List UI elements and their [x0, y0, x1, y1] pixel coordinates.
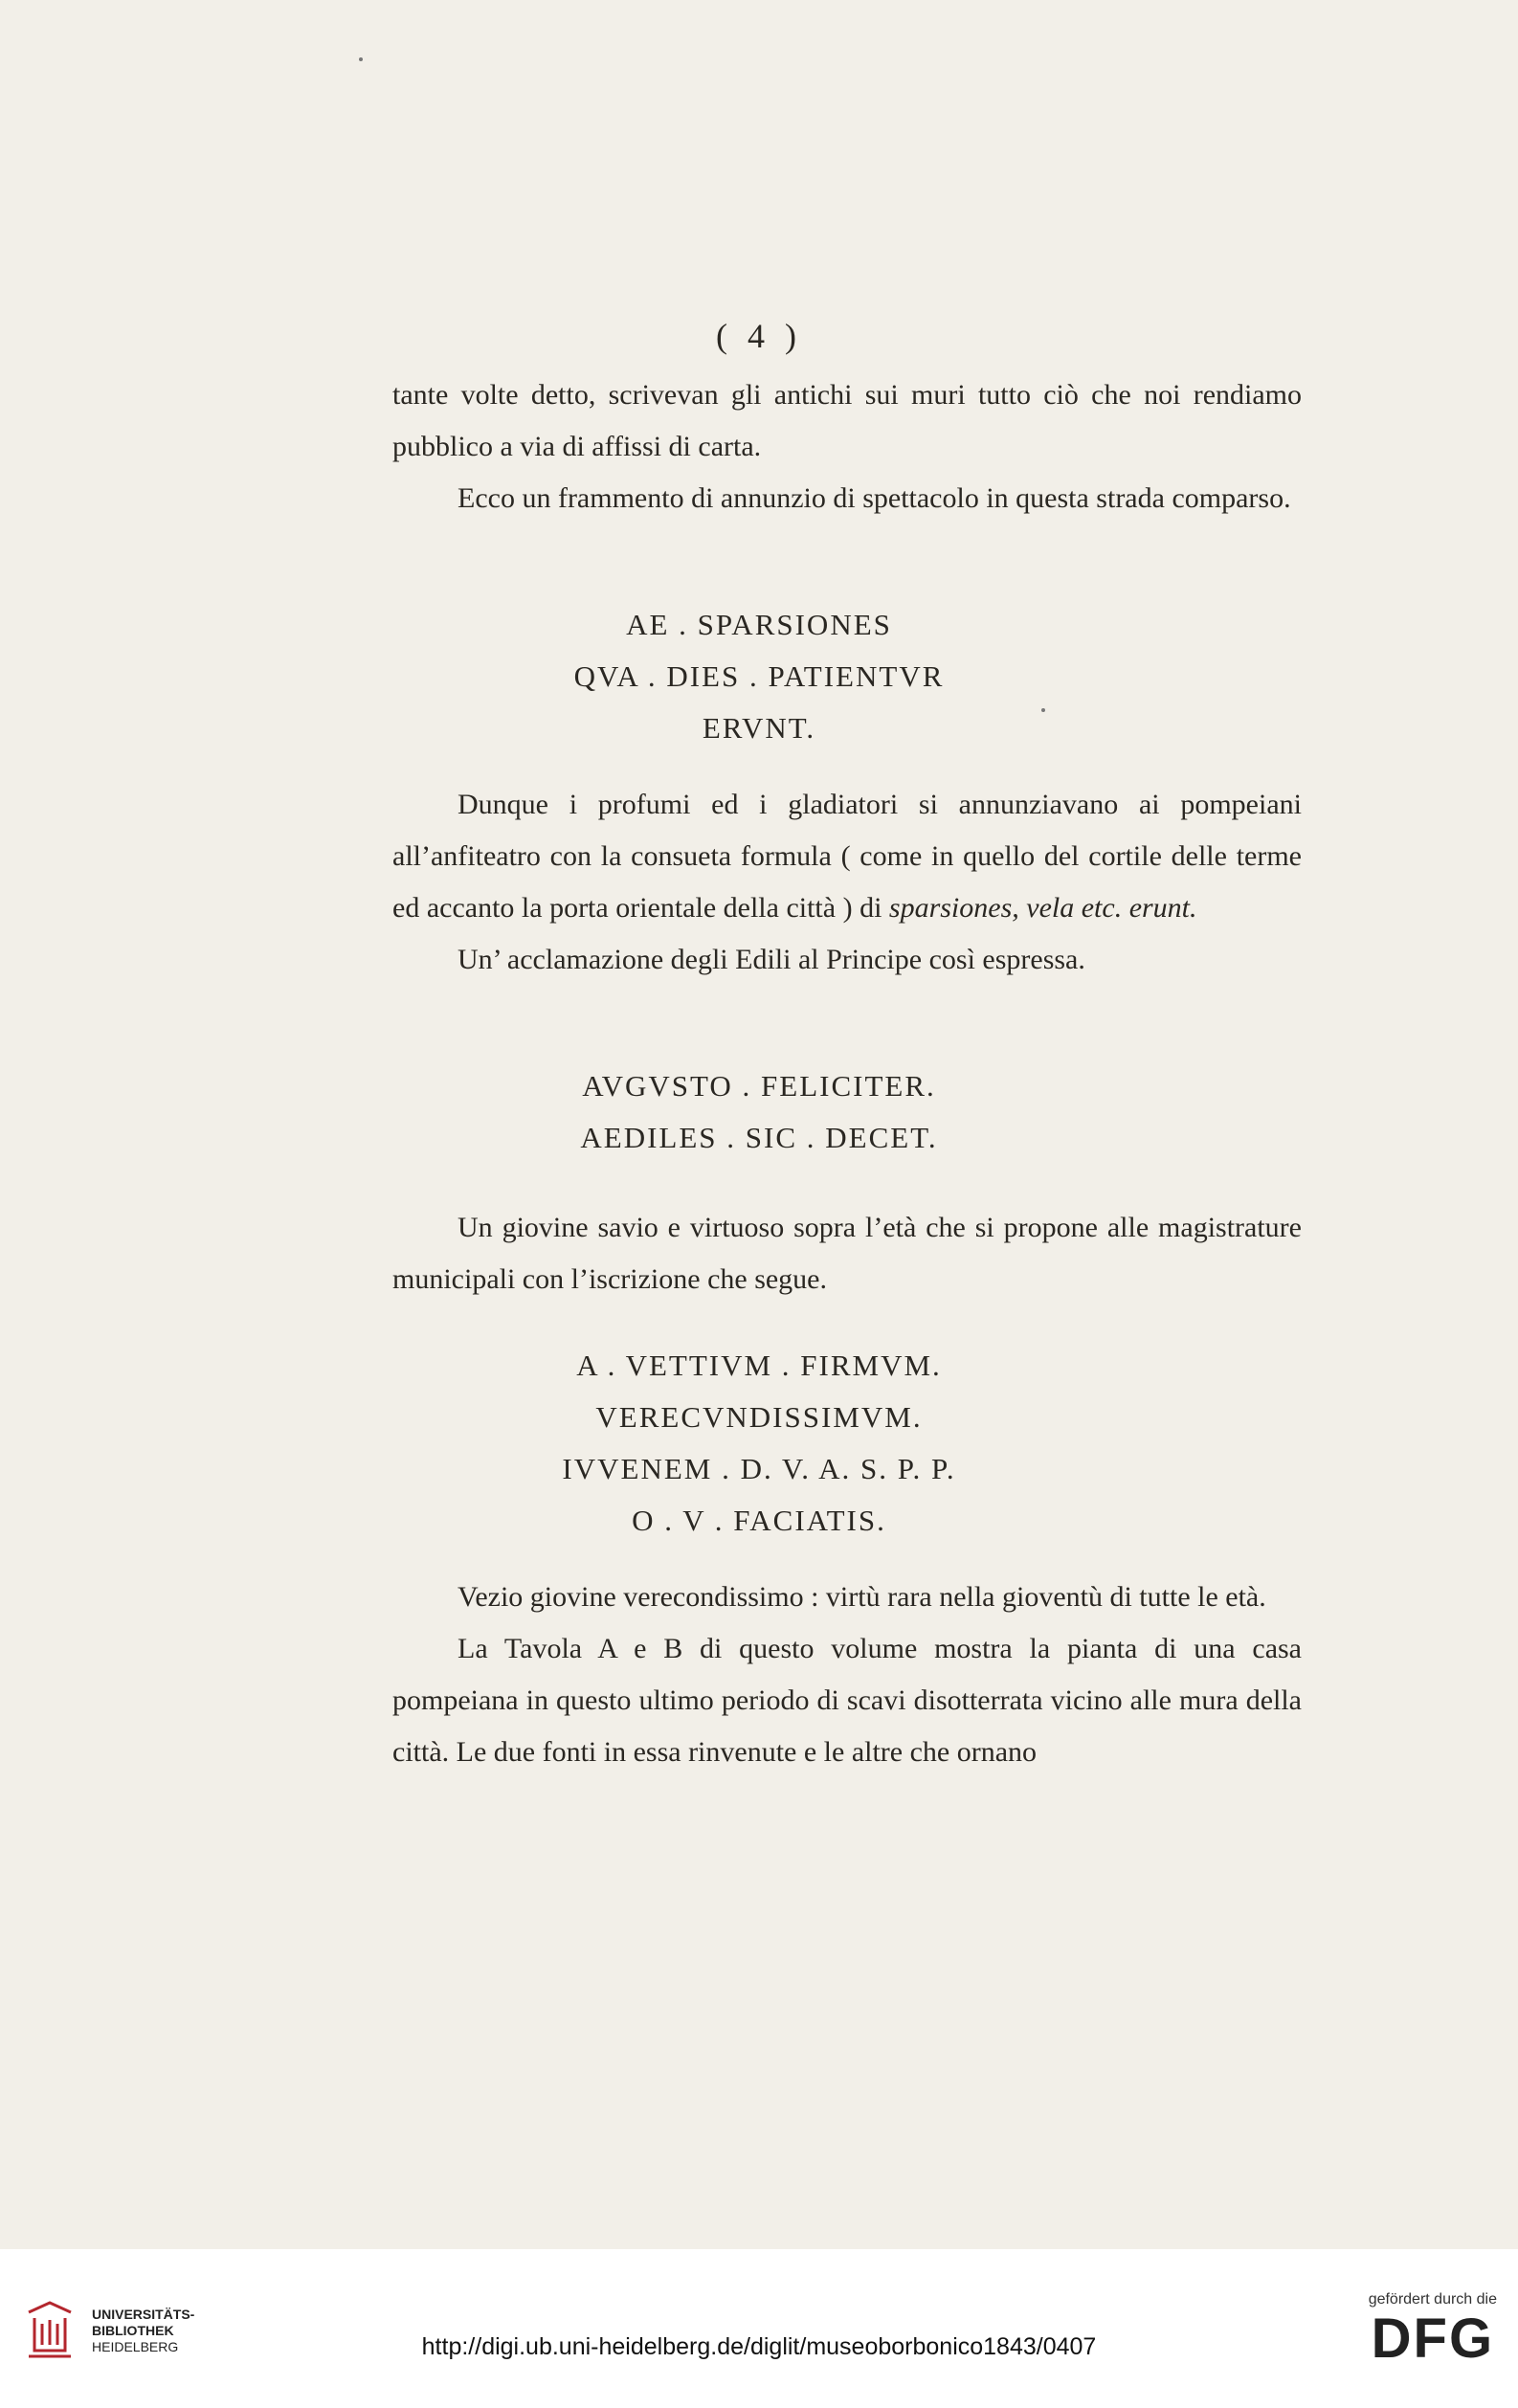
- permalink-url[interactable]: http://digi.ub.uni-heidelberg.de/diglit/museoborbonico1843/0407: [421, 2333, 1097, 2360]
- paragraph-1: tante volte detto, scrivevan gli antichi sui muri tutto ciò che noi rendiamo pubblico a via di affissi di carta.: [392, 379, 1302, 462]
- closing-text: [392, 1572, 1302, 1778]
- paragraph-3-text: Dunque i profumi ed i gladiatori si annunziavano ai pompeiani all’anfiteatro con la consueta formula ( come in quello del cortile delle terme ed accanto la porta orientale della città ) di: [392, 789, 1302, 924]
- inscription-line: AVGVSTO . FELICITER.: [582, 1069, 936, 1103]
- inscription-line: IVVENEM . D. V. A. S. P. P.: [562, 1452, 956, 1485]
- paragraph-6: Vezio giovine verecondissimo : virtù rara nella gioventù di tutte le età.: [458, 1581, 1266, 1613]
- body-text-2: [392, 1202, 1302, 1305]
- inscription-sparsiones: [0, 599, 1518, 754]
- inscription-line: VERECVNDISSIMVM.: [595, 1400, 923, 1434]
- page-number: ( 4 ): [716, 317, 802, 355]
- inscription-line: QVA . DIES . PATIENTVR: [573, 659, 945, 693]
- dfg-logo-icon: DFG: [1371, 2308, 1495, 2370]
- inscription-line: AEDILES . SIC . DECET.: [580, 1121, 938, 1154]
- paragraph-3: [392, 779, 1302, 934]
- inscription-line: ERVNT.: [702, 711, 816, 745]
- library-line-1: UNIVERSITÄTS-: [92, 2306, 195, 2322]
- viewer-footer: [0, 2249, 1518, 2408]
- body-text: [392, 779, 1302, 986]
- inscription-line: O . V . FACIATIS.: [632, 1504, 886, 1537]
- paragraph-4: Un’ acclamazione degli Edili al Principe così espressa.: [458, 944, 1085, 975]
- paragraph-7: La Tavola A e B di questo volume mostra la pianta di una casa pompeiana in questo ultimo periodo di scavi disotterrata vicino alle mura della città. Le due fonti in essa rinvenute e le altre che ornano: [392, 1633, 1302, 1768]
- library-line-2: BIBLIOTHEK: [92, 2322, 174, 2338]
- inscription-line: AE . SPARSIONES: [626, 608, 892, 641]
- dfg-logo[interactable]: [1369, 2291, 1497, 2370]
- inscription-augusto: [0, 1060, 1518, 1164]
- paragraph-2: Ecco un frammento di annunzio di spettacolo in questa strada comparso.: [458, 482, 1291, 514]
- paper-speck: [359, 57, 363, 61]
- inscription-vettium: [0, 1340, 1518, 1547]
- funding-caption: gefördert durch die: [1368, 2291, 1497, 2308]
- intro-text: [392, 369, 1302, 524]
- paragraph-3-italic: sparsiones, vela etc. erunt.: [888, 892, 1197, 924]
- library-line-3: HEIDELBERG: [92, 2338, 179, 2354]
- paragraph-5: Un giovine savio e virtuoso sopra l’età che si propone alle magistrature municipali con l’iscrizione che segue.: [392, 1212, 1302, 1295]
- inscription-line: A . VETTIVM . FIRMVM.: [576, 1349, 942, 1382]
